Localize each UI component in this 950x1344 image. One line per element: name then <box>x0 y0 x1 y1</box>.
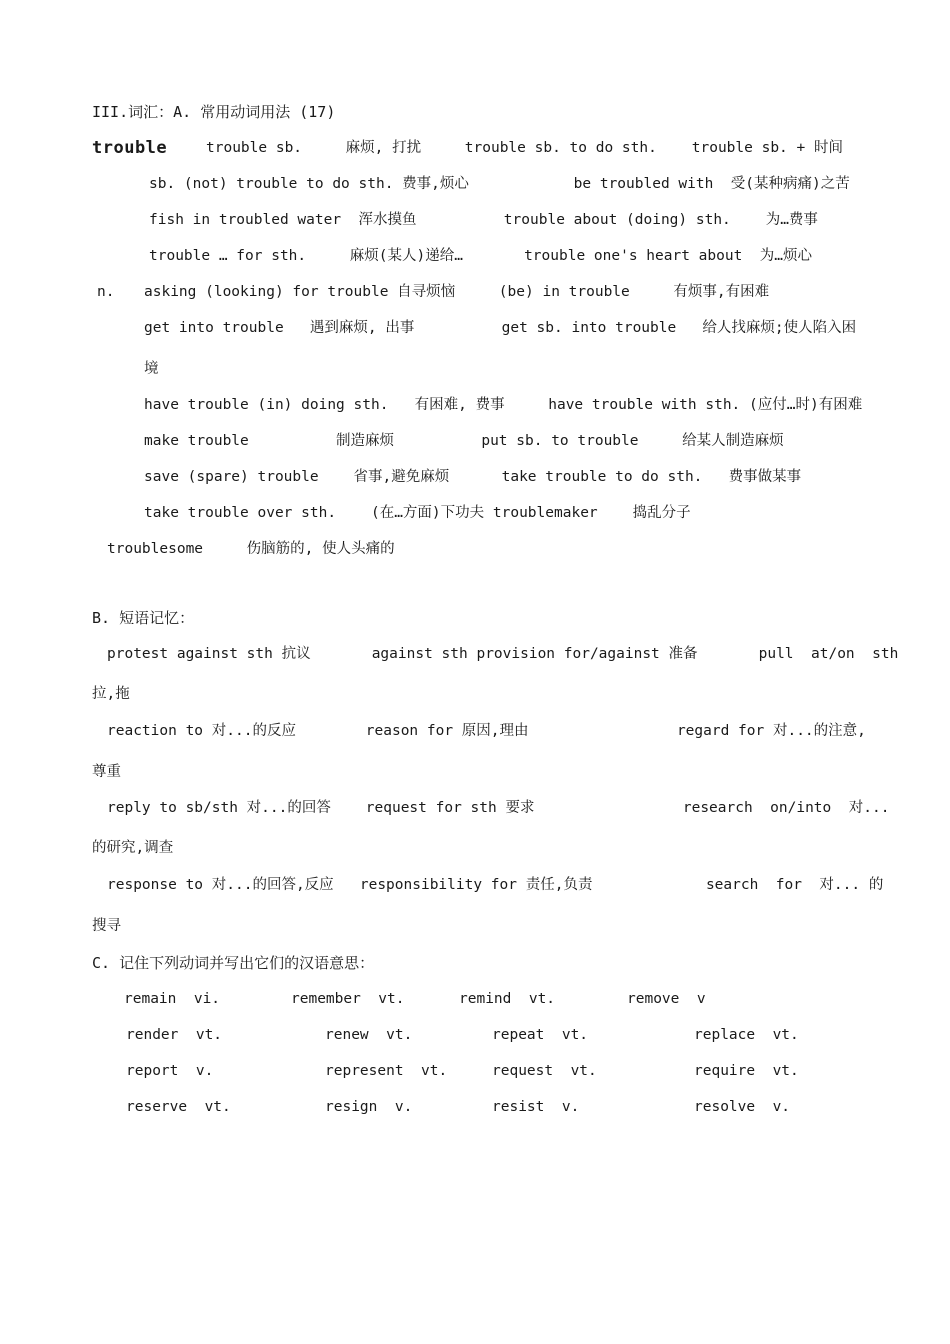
usage-row: asking (looking) for trouble 自寻烦恼 (be) in trouble 有烦事,有困难 <box>144 284 770 300</box>
verb-item: replace vt. <box>694 1027 799 1043</box>
verb-item: reserve vt. <box>126 1099 231 1115</box>
usage-row: fish in troubled water 浑水摸鱼 trouble about (doing) sth. 为…费事 <box>149 212 818 228</box>
verb-item: remember vt. <box>291 991 405 1007</box>
verb-item: render vt. <box>126 1027 223 1043</box>
verb-item: request vt. <box>492 1063 597 1079</box>
phrase-row-wrap: 拉,拖 <box>92 686 130 702</box>
section-c-heading: C. 记住下列动词并写出它们的汉语意思： <box>92 954 375 972</box>
usage-row: trouble … for sth. 麻烦(某人)递给… trouble one's heart about 为…烦心 <box>149 248 813 264</box>
usage-row: make trouble 制造麻烦 put sb. to trouble 给某人制造麻烦 <box>144 433 784 449</box>
verb-item: remain vi. <box>124 991 221 1007</box>
phrase-row: response to 对...的回答,反应 responsibility for 责任,负责 search for 对... 的 <box>107 877 884 893</box>
usage-row: have trouble (in) doing sth. 有困难, 费事 have trouble with sth. (应付…时)有困难 <box>144 397 863 413</box>
phrase-row-wrap: 尊重 <box>92 764 121 780</box>
verb-item: report v. <box>126 1063 214 1079</box>
usage-row: trouble sb. 麻烦, 打扰 trouble sb. to do sth. trouble sb. + 时间 <box>206 140 843 156</box>
usage-row: sb. (not) trouble to do sth. 费事,烦心 be troubled with 受(某种病痛)之苦 <box>149 176 850 192</box>
phrase-row: reaction to 对...的反应 reason for 原因,理由 regard for 对...的注意, <box>107 723 866 739</box>
phrase-row: protest against sth 抗议 against sth provision for/against 准备 pull at/on sth <box>107 646 899 662</box>
section-a-heading: III.词汇：A. 常用动词用法 (17) <box>92 103 336 121</box>
verb-item: resign v. <box>325 1099 413 1115</box>
usage-row: save (spare) trouble 省事,避免麻烦 take trouble to do sth. 费事做某事 <box>144 469 802 485</box>
keyword-trouble: trouble <box>92 138 168 158</box>
section-b-heading: B. 短语记忆： <box>92 609 195 627</box>
pos-label: n. <box>97 284 115 300</box>
verb-item: remove v <box>627 991 706 1007</box>
verb-item: resolve v. <box>694 1099 791 1115</box>
verb-item: require vt. <box>694 1063 799 1079</box>
usage-row-wrap: 境 <box>144 361 159 377</box>
verb-item: resist v. <box>492 1099 580 1115</box>
verb-item: renew vt. <box>325 1027 413 1043</box>
usage-row: take trouble over sth. (在…方面)下功夫 troublemaker 捣乱分子 <box>144 505 691 521</box>
verb-item: remind vt. <box>459 991 556 1007</box>
phrase-row-wrap: 的研究,调查 <box>92 840 174 856</box>
phrase-row: reply to sb/sth 对...的回答 request for sth 要求 research on/into 对... <box>107 800 890 816</box>
verb-item: represent vt. <box>325 1063 448 1079</box>
verb-item: repeat vt. <box>492 1027 589 1043</box>
usage-row: get into trouble 遇到麻烦, 出事 get sb. into trouble 给人找麻烦;使人陷入困 <box>144 320 857 336</box>
usage-row: troublesome 伤脑筋的, 使人头痛的 <box>107 541 395 557</box>
phrase-row-wrap: 搜寻 <box>92 918 121 934</box>
